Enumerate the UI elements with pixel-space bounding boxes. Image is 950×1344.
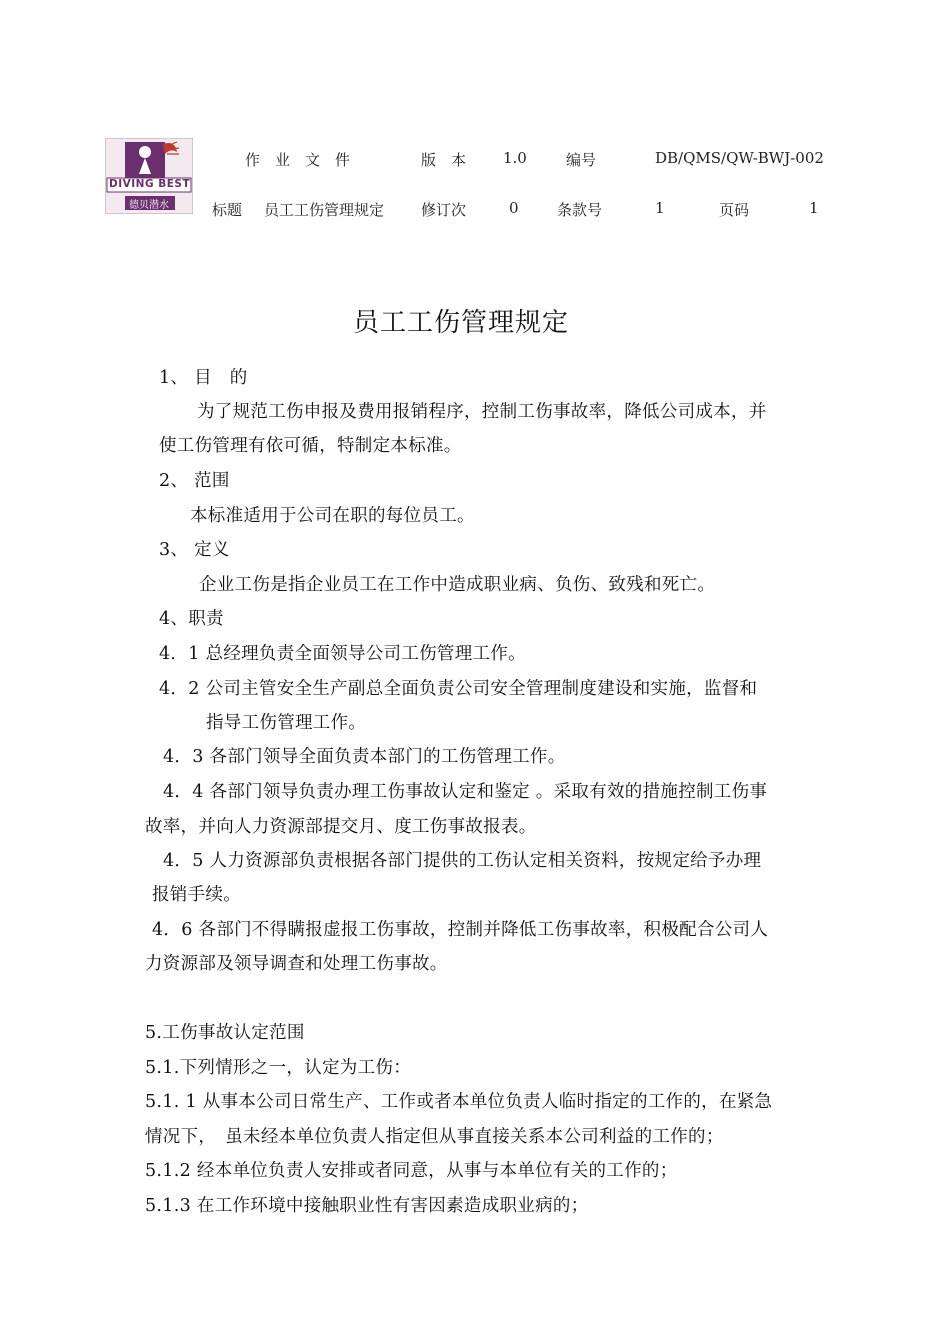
section-3-heading: 3、 定义 [159,540,230,560]
paragraph-line: 4．3 各部门领导全面负责本部门的工伤管理工作。 [163,747,566,767]
paragraph-line: 本标准适用于公司在职的每位员工。 [190,506,475,526]
paragraph-line: 为了规范工伤申报及费用报销程序，控制工伤事故率，降低公司成本，并 [197,402,767,422]
paragraph-line: 4．5 人力资源部负责根据各部门提供的工伤认定相关资料，按规定给予办理 [163,851,762,871]
paragraph-line: 指导工伤管理工作。 [206,713,367,733]
paragraph-line: 5.1.3 在工作环境中接触职业性有害因素造成职业病的； [145,1196,589,1216]
paragraph-line: 4．1 总经理负责全面领导公司工伤管理工作。 [159,644,526,664]
section-1-heading: 1、 目 的 [159,368,248,388]
version-label: 版 本 [421,151,467,169]
page-value: 1 [809,199,819,217]
paragraph-line: 使工伤管理有依可循，特制定本标准。 [159,436,462,456]
paragraph-line: 4．6 各部门不得瞒报虚报工伤事故，控制并降低工伤事故率，积极配合公司人 [152,920,769,940]
revision-label: 修订次 [421,201,467,219]
paragraph-line: 4．4 各部门领导负责办理工伤事故认定和鉴定 。采取有效的措施控制工伤事 [163,782,768,802]
paragraph-line: 5.1. 1 从事本公司日常生产、工作或者本单位负责人临时指定的工作的，在紧急 [145,1092,773,1112]
paragraph-line: 5.1.下列情形之一，认定为工伤： [145,1058,411,1078]
paragraph-line: 故率，并向人力资源部提交月、度工伤事故报表。 [145,817,537,837]
doc-type: 作 业 文 件 [245,151,351,169]
code-value: DB/QMS/QW-BWJ-002 [655,149,824,167]
page-label: 页码 [719,201,750,219]
paragraph-line: 力资源部及领导调查和处理工伤事故。 [145,954,448,974]
paragraph-line: 4．2 公司主管安全生产副总全面负责公司安全管理制度建设和实施，监督和 [159,679,758,699]
code-label: 编号 [566,151,597,169]
revision-value: 0 [509,199,519,217]
section-4-heading: 4、职责 [159,609,224,629]
logo-brand-text: DIVING BEST [109,178,191,190]
title-label: 标题 [212,201,243,219]
section-2-heading: 2、 范围 [159,471,230,491]
clause-value: 1 [655,199,665,217]
clause-label: 条款号 [557,201,603,219]
paragraph-line: 情况下， 虽未经本单位负责人指定但从事直接关系本公司利益的工作的； [145,1127,724,1147]
paragraph-line: 报销手续。 [152,885,241,905]
logo-chinese-text: 德贝潜水 [129,200,169,211]
paragraph-line: 5.1.2 经本单位负责人安排或者同意，从事与本单位有关的工作的； [145,1161,678,1181]
document-title: 员工工伤管理规定 [353,308,570,338]
company-logo [105,138,193,214]
section-5-heading: 5.工伤事故认定范围 [145,1023,305,1043]
paragraph-line: 企业工伤是指企业员工在工作中造成职业病、负伤、致残和死亡。 [199,575,716,595]
version-value: 1.0 [503,149,527,167]
title-value: 员工工伤管理规定 [264,201,385,219]
